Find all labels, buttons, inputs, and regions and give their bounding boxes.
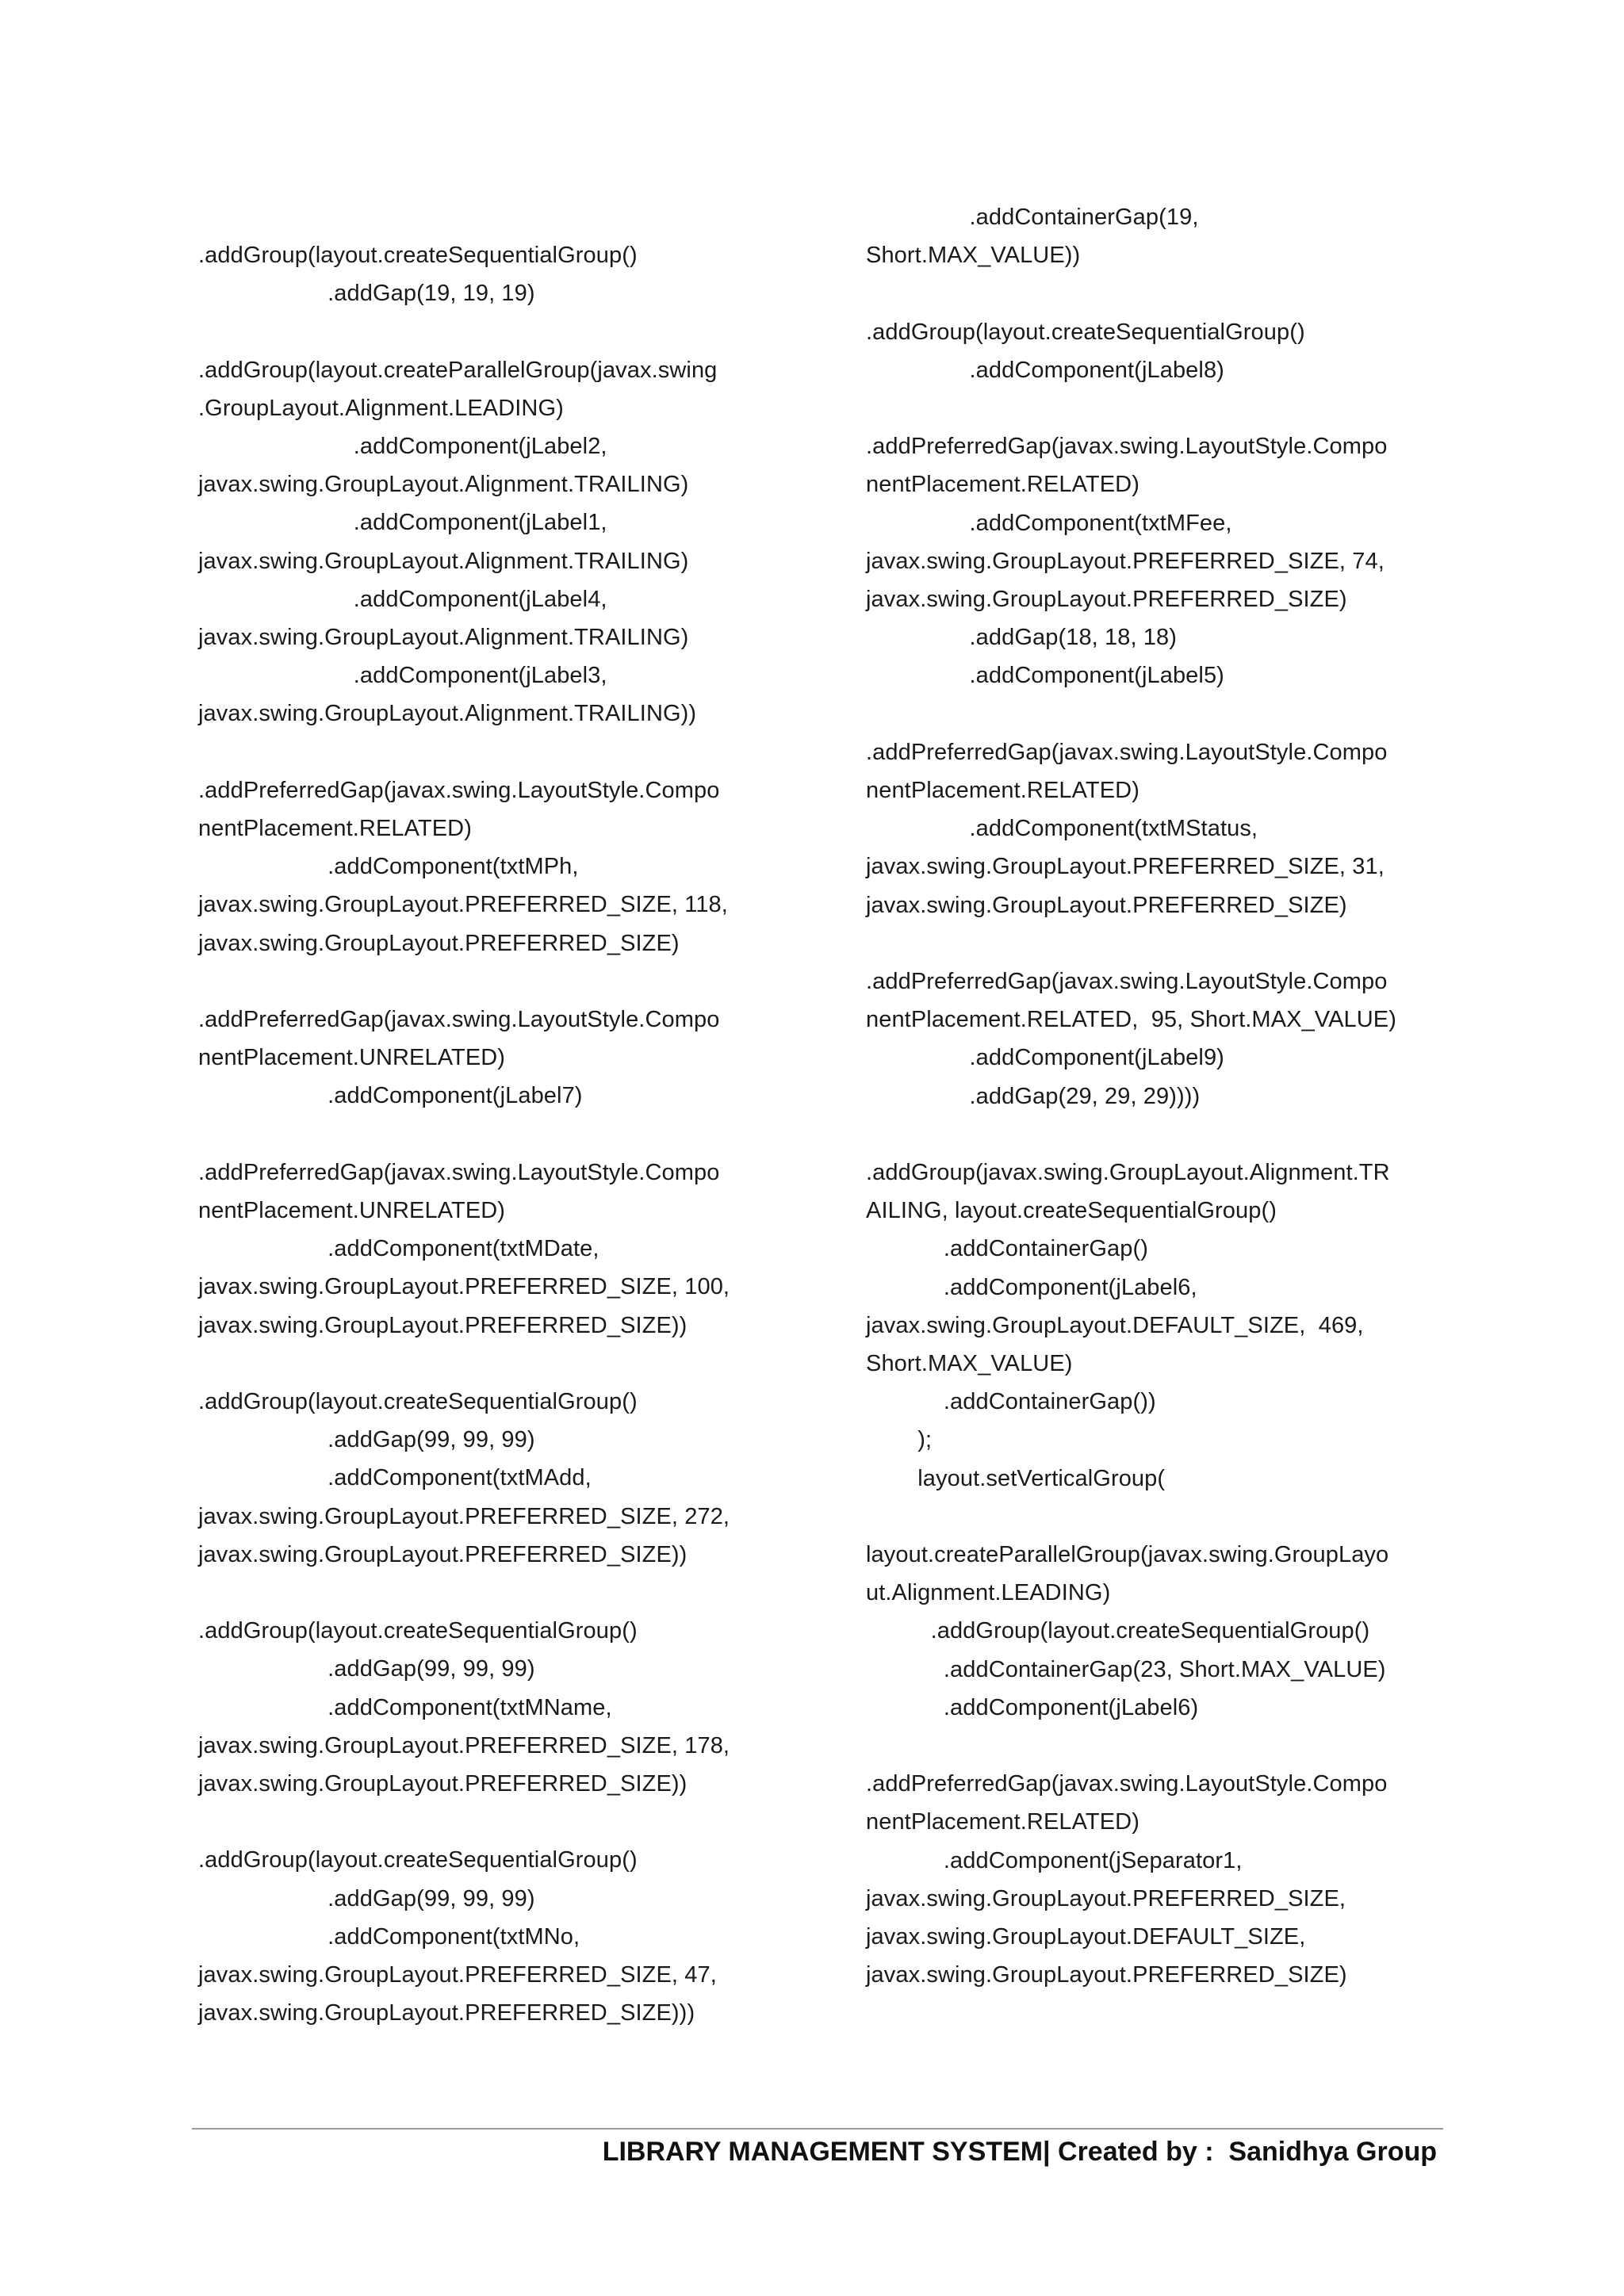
code-line: nentPlacement.RELATED, 95, Short.MAX_VALUE): [866, 1007, 1397, 1033]
code-line: javax.swing.GroupLayout.PREFERRED_SIZE, 100,: [198, 1274, 730, 1300]
code-line: javax.swing.GroupLayout.PREFERRED_SIZE,: [866, 1885, 1346, 1911]
code-line: ut.Alignment.LEADING): [866, 1580, 1111, 1606]
code-line: .addComponent(jLabel7): [198, 1083, 583, 1109]
code-line: .addComponent(jLabel9): [866, 1045, 1224, 1071]
code-line: javax.swing.GroupLayout.DEFAULT_SIZE,: [866, 1924, 1306, 1950]
code-line: .GroupLayout.Alignment.LEADING): [198, 395, 564, 421]
code-line: javax.swing.GroupLayout.PREFERRED_SIZE)): [198, 1312, 688, 1338]
code-line: .addComponent(jSeparator1,: [866, 1847, 1243, 1873]
code-line: .addComponent(jLabel5): [866, 663, 1224, 689]
code-line: .addComponent(txtMName,: [198, 1694, 612, 1720]
code-line: .addComponent(txtMPh,: [198, 854, 579, 880]
code-line: .addComponent(txtMAdd,: [198, 1465, 592, 1491]
code-line: .addContainerGap(23, Short.MAX_VALUE): [866, 1656, 1386, 1682]
code-line: .addGroup(javax.swing.GroupLayout.Alignment.TR: [866, 1160, 1390, 1185]
code-line: .addPreferredGap(javax.swing.LayoutStyle.Compo: [866, 1771, 1388, 1797]
code-line: javax.swing.GroupLayout.PREFERRED_SIZE): [866, 587, 1347, 612]
code-line: layout.setVerticalGroup(: [866, 1465, 1166, 1491]
code-line: .addComponent(jLabel2,: [198, 434, 607, 459]
code-line: .addPreferredGap(javax.swing.LayoutStyle.Compo: [198, 1159, 720, 1185]
code-line: javax.swing.GroupLayout.PREFERRED_SIZE, 178,: [198, 1732, 730, 1758]
footer-title: LIBRARY MANAGEMENT SYSTEM| Created by : Sanidhya Group: [602, 2137, 1437, 2167]
code-line: .addGroup(layout.createSequentialGroup(): [198, 1847, 638, 1873]
code-line: .addComponent(txtMNo,: [198, 1923, 580, 1950]
code-line: .addComponent(jLabel6,: [866, 1274, 1197, 1300]
code-line: .addGroup(layout.createSequentialGroup(): [198, 243, 638, 268]
code-line: .addComponent(txtMStatus,: [866, 816, 1258, 842]
code-line: nentPlacement.RELATED): [198, 816, 472, 841]
code-line: javax.swing.GroupLayout.PREFERRED_SIZE, 118,: [198, 892, 728, 918]
code-line: layout.createParallelGroup(javax.swing.GroupLayo: [866, 1542, 1389, 1567]
footer-divider: [192, 2128, 1443, 2130]
code-line: AILING, layout.createSequentialGroup(): [866, 1198, 1277, 1224]
code-line: javax.swing.GroupLayout.PREFERRED_SIZE, 272,: [198, 1503, 730, 1529]
code-line: javax.swing.GroupLayout.PREFERRED_SIZE, 31,: [866, 854, 1385, 880]
code-line: .addGroup(layout.createParallelGroup(javax.swing: [198, 357, 718, 383]
code-line: .addComponent(jLabel1,: [198, 510, 607, 536]
code-line: );: [866, 1427, 933, 1453]
code-line: .addGroup(layout.createSequentialGroup(): [866, 319, 1305, 345]
code-line: .addPreferredGap(javax.swing.LayoutStyle.Compo: [198, 1007, 720, 1032]
code-line: Short.MAX_VALUE): [866, 1351, 1073, 1376]
code-line: .addGap(99, 99, 99): [198, 1656, 535, 1682]
code-line: .addComponent(jLabel4,: [198, 586, 607, 612]
code-line: javax.swing.GroupLayout.PREFERRED_SIZE): [198, 930, 680, 956]
code-line: .addComponent(txtMFee,: [866, 510, 1232, 536]
code-line: nentPlacement.UNRELATED): [198, 1045, 506, 1071]
code-line: Short.MAX_VALUE)): [866, 243, 1081, 269]
code-line: .addGap(99, 99, 99): [198, 1885, 535, 1911]
code-line: .addContainerGap(): [866, 1236, 1148, 1262]
code-line: nentPlacement.UNRELATED): [198, 1198, 506, 1223]
code-line: javax.swing.GroupLayout.PREFERRED_SIZE): [866, 892, 1347, 918]
code-line: javax.swing.GroupLayout.PREFERRED_SIZE): [866, 1962, 1347, 1988]
code-line: .addGroup(layout.createSequentialGroup(): [198, 1389, 638, 1414]
code-line: javax.swing.GroupLayout.PREFERRED_SIZE)): [198, 1541, 688, 1567]
code-line: .addGap(29, 29, 29)))): [866, 1083, 1201, 1109]
code-line: .addGroup(layout.createSequentialGroup(): [198, 1618, 638, 1644]
code-line: .addPreferredGap(javax.swing.LayoutStyle.Compo: [866, 434, 1388, 460]
code-line: javax.swing.GroupLayout.PREFERRED_SIZE)): [198, 1771, 688, 1797]
code-line: .addPreferredGap(javax.swing.LayoutStyle.Compo: [198, 777, 720, 803]
code-line: .addContainerGap(19,: [866, 205, 1199, 230]
code-line: nentPlacement.RELATED): [866, 1809, 1139, 1835]
code-line: javax.swing.GroupLayout.PREFERRED_SIZE, 47,: [198, 1962, 717, 1988]
code-line: nentPlacement.RELATED): [866, 472, 1139, 498]
code-line: .addGap(99, 99, 99): [198, 1427, 535, 1453]
code-line: javax.swing.GroupLayout.PREFERRED_SIZE, 74,: [866, 548, 1385, 574]
code-line: .addContainerGap()): [866, 1389, 1156, 1415]
code-line: .addComponent(txtMDate,: [198, 1236, 599, 1262]
code-line: .addPreferredGap(javax.swing.LayoutStyle.Compo: [866, 739, 1388, 765]
code-line: javax.swing.GroupLayout.Alignment.TRAILING): [198, 625, 689, 650]
code-line: nentPlacement.RELATED): [866, 778, 1139, 803]
code-line: javax.swing.GroupLayout.Alignment.TRAILING)): [198, 701, 697, 727]
code-line: .addGap(19, 19, 19): [198, 281, 535, 307]
code-line: javax.swing.GroupLayout.Alignment.TRAILING): [198, 548, 689, 574]
code-line: .addGroup(layout.createSequentialGroup(): [866, 1618, 1370, 1644]
code-line: .addComponent(jLabel3,: [198, 663, 607, 689]
code-line: .addComponent(jLabel8): [866, 357, 1224, 383]
code-line: .addPreferredGap(javax.swing.LayoutStyle.Compo: [866, 969, 1388, 994]
code-line: .addComponent(jLabel6): [866, 1694, 1199, 1720]
code-line: javax.swing.GroupLayout.DEFAULT_SIZE, 469,: [866, 1312, 1364, 1338]
code-line: javax.swing.GroupLayout.PREFERRED_SIZE))): [198, 2000, 695, 2026]
code-line: .addGap(18, 18, 18): [866, 625, 1177, 651]
code-line: javax.swing.GroupLayout.Alignment.TRAILING): [198, 472, 689, 498]
